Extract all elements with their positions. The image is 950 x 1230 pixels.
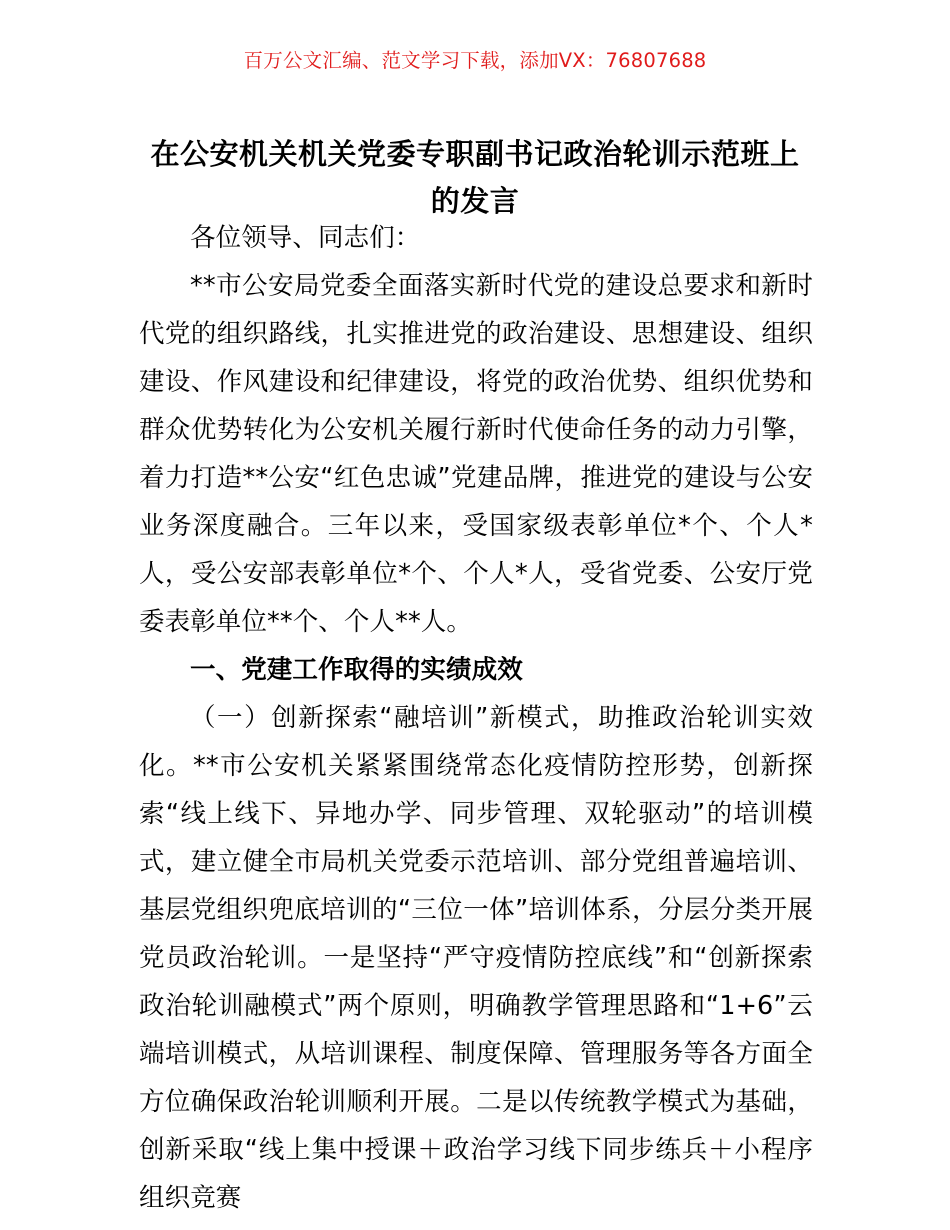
document-body [139,214,813,1222]
salutation-paragraph: 各位领导、同志们： [190,223,421,253]
section-heading-one: 一、党建工作取得的实绩成效 [190,655,523,685]
promo-banner-text: 百万公文汇编、范文学习下载，添加VX：76807688 [243,49,707,72]
document-title: 在公安机关机关党委专职副书记政治轮训示范班上的发言 [150,137,800,219]
subsection-one-paragraph: （一）创新探索“融培训”新模式，助推政治轮训实效化。**市公安机关紧紧围绕常态化疫情防控形势，创新探索“线上线下、异地办学、同步管理、双轮驱动”的培训模式，建立健全市局机关党委示范培训、部分党组普遍培训、基层党组织兜底培训的“三位一体”培训体系，分层分类开展党员政治轮训。一是坚持“严守疫情防控底线”和“创新探索政治轮训融模式”两个原则，明确教学管理思路和“1+6”云端培训模式，从培训课程、制度保障、管理服务等各方面全方位确保政治轮训顺利开展。二是以传统教学模式为基础，创新采取“线上集中授课＋政治学习线下同步练兵＋小程序组织竞赛 [139,703,813,1213]
intro-paragraph: **市公安局党委全面落实新时代党的建设总要求和新时代党的组织路线，扎实推进党的政治建设、思想建设、组织建设、作风建设和纪律建设，将党的政治优势、组织优势和群众优势转化为公安机关履行新时代使命任务的动力引擎，着力打造**公安“红色忠诚”党建品牌，推进党的建设与公安业务深度融合。三年以来，受国家级表彰单位*个、个人*人，受公安部表彰单位*个、个人*人，受省党委、公安厅党委表彰单位**个、个人**人。 [139,271,813,637]
